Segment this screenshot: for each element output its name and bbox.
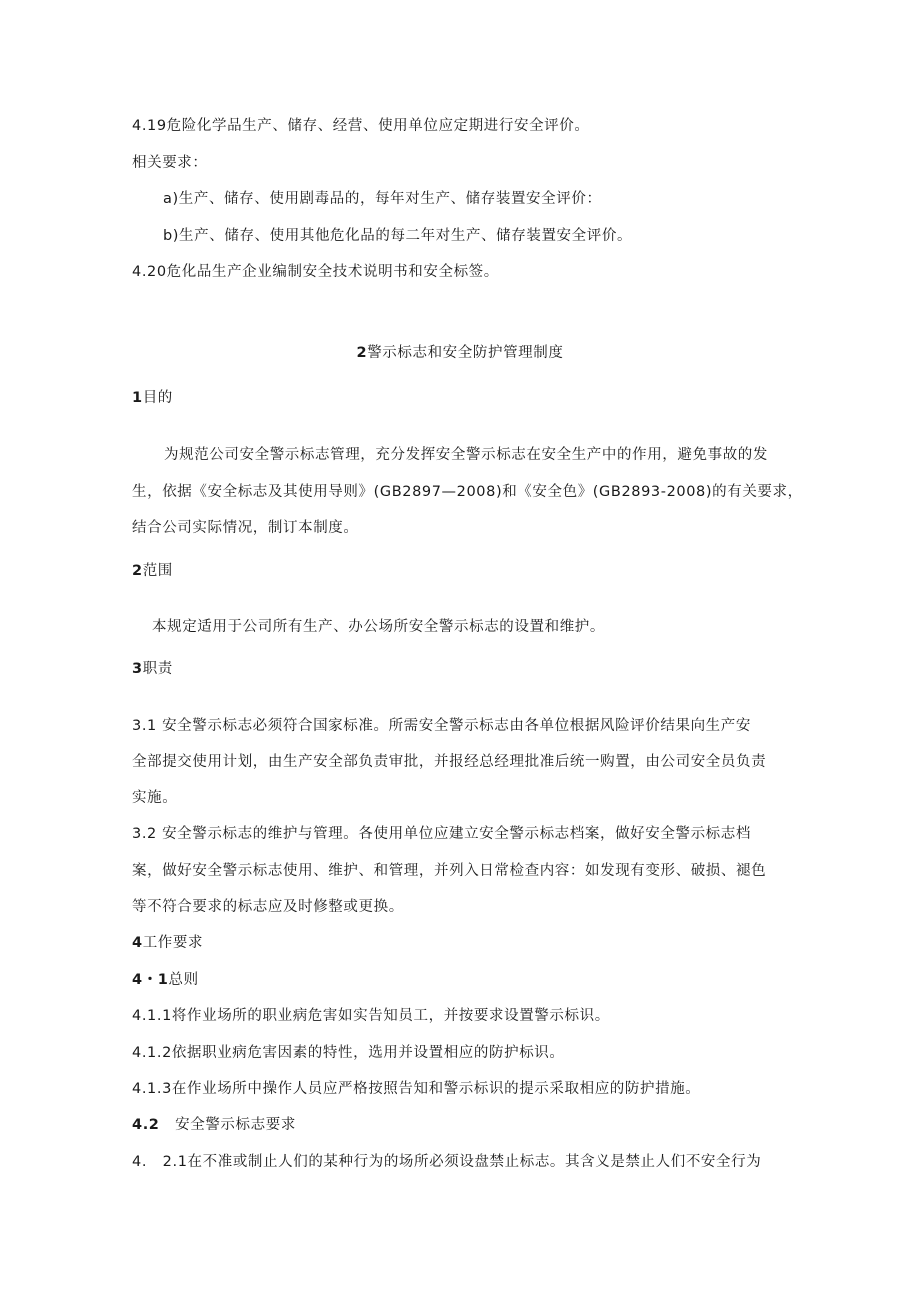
heading-text: 安全警示标志要求 (159, 1117, 296, 1133)
heading-text: 工作要求 (142, 935, 204, 951)
heading-number: 4.2 (132, 1117, 160, 1133)
text-line: 4.20危化品生产企业编制安全技术说明书和安全标签。 (132, 264, 499, 280)
list-item: b)生产、储存、使用其他危化品的每二年对生产、储存装置安全评价。 (163, 228, 633, 244)
paragraph-line: 4. 2.1在不准或制止人们的某种行为的场所必须设盘禁止标志。其含义是禁止人们不安全行为 (132, 1154, 762, 1170)
subheading-warning-signs (132, 1115, 296, 1135)
paragraph-line: 3.1 安全警示标志必须符合国家标准。所需安全警示标志由各单位根据风险评价结果向生产安 (132, 718, 751, 734)
paragraph-line: 全部提交使用计划，由生产安全部负责审批，并报经总经理批准后统一购置，由公司安全员负责 (132, 754, 767, 770)
paragraph-line: 本规定适用于公司所有生产、办公场所安全警示标志的设置和维护。 (152, 619, 605, 635)
heading-text: 职责 (142, 661, 173, 677)
paragraph-line: 3.2 安全警示标志的维护与管理。各使用单位应建立安全警示标志档案，做好安全警示标志档 (132, 826, 751, 842)
text-line: 相关要求： (132, 155, 208, 171)
heading-number: 4 (132, 935, 143, 951)
section-number: 2 (356, 345, 368, 361)
heading-number: 3 (132, 661, 143, 677)
heading-number: 1 (132, 390, 143, 406)
paragraph-line: 为规范公司安全警示标志管理，充分发挥安全警示标志在安全生产中的作用，避免事故的发 (164, 447, 768, 463)
paragraph-line: 等不符合要求的标志应及时修整或更换。 (132, 899, 404, 915)
list-item: a)生产、储存、使用剧毒品的，每年对生产、储存装置安全评价： (163, 191, 602, 207)
heading-purpose (132, 388, 173, 408)
paragraph-line: 4.1.3在作业场所中操作人员应严格按照告知和警示标识的提示采取相应的防护措施。 (132, 1081, 701, 1097)
paragraph-line: 4.1.1将作业场所的职业病危害如实告知员工，并按要求设置警示标识。 (132, 1008, 610, 1024)
heading-duties (132, 659, 173, 679)
section-title (0, 343, 920, 363)
heading-number: 4・1 (132, 972, 169, 988)
heading-text: 总则 (168, 972, 199, 988)
heading-scope (132, 561, 173, 581)
heading-work-requirements (132, 933, 203, 953)
paragraph-line: 实施。 (132, 790, 178, 806)
heading-text: 范围 (142, 563, 173, 579)
paragraph-line: 结合公司实际情况，制订本制度。 (132, 520, 359, 536)
paragraph-line: 生，依据《安全标志及其使用导则》(GB2897—2008)和《安全色》(GB2893-2008)的有关要求， (132, 484, 803, 500)
heading-number: 2 (132, 563, 143, 579)
paragraph-line: 案，做好安全警示标志使用、维护、和管理，并列入日常检查内容：如发现有变形、破损、褪色 (132, 863, 767, 879)
text-line: 4.19危险化学品生产、储存、经营、使用单位应定期进行安全评价。 (132, 118, 590, 134)
subheading-general (132, 970, 199, 990)
heading-text: 目的 (142, 390, 173, 406)
paragraph-line: 4.1.2依据职业病危害因素的特性，选用并设置相应的防护标识。 (132, 1045, 565, 1061)
section-title-text: 警示标志和安全防护管理制度 (367, 345, 564, 361)
